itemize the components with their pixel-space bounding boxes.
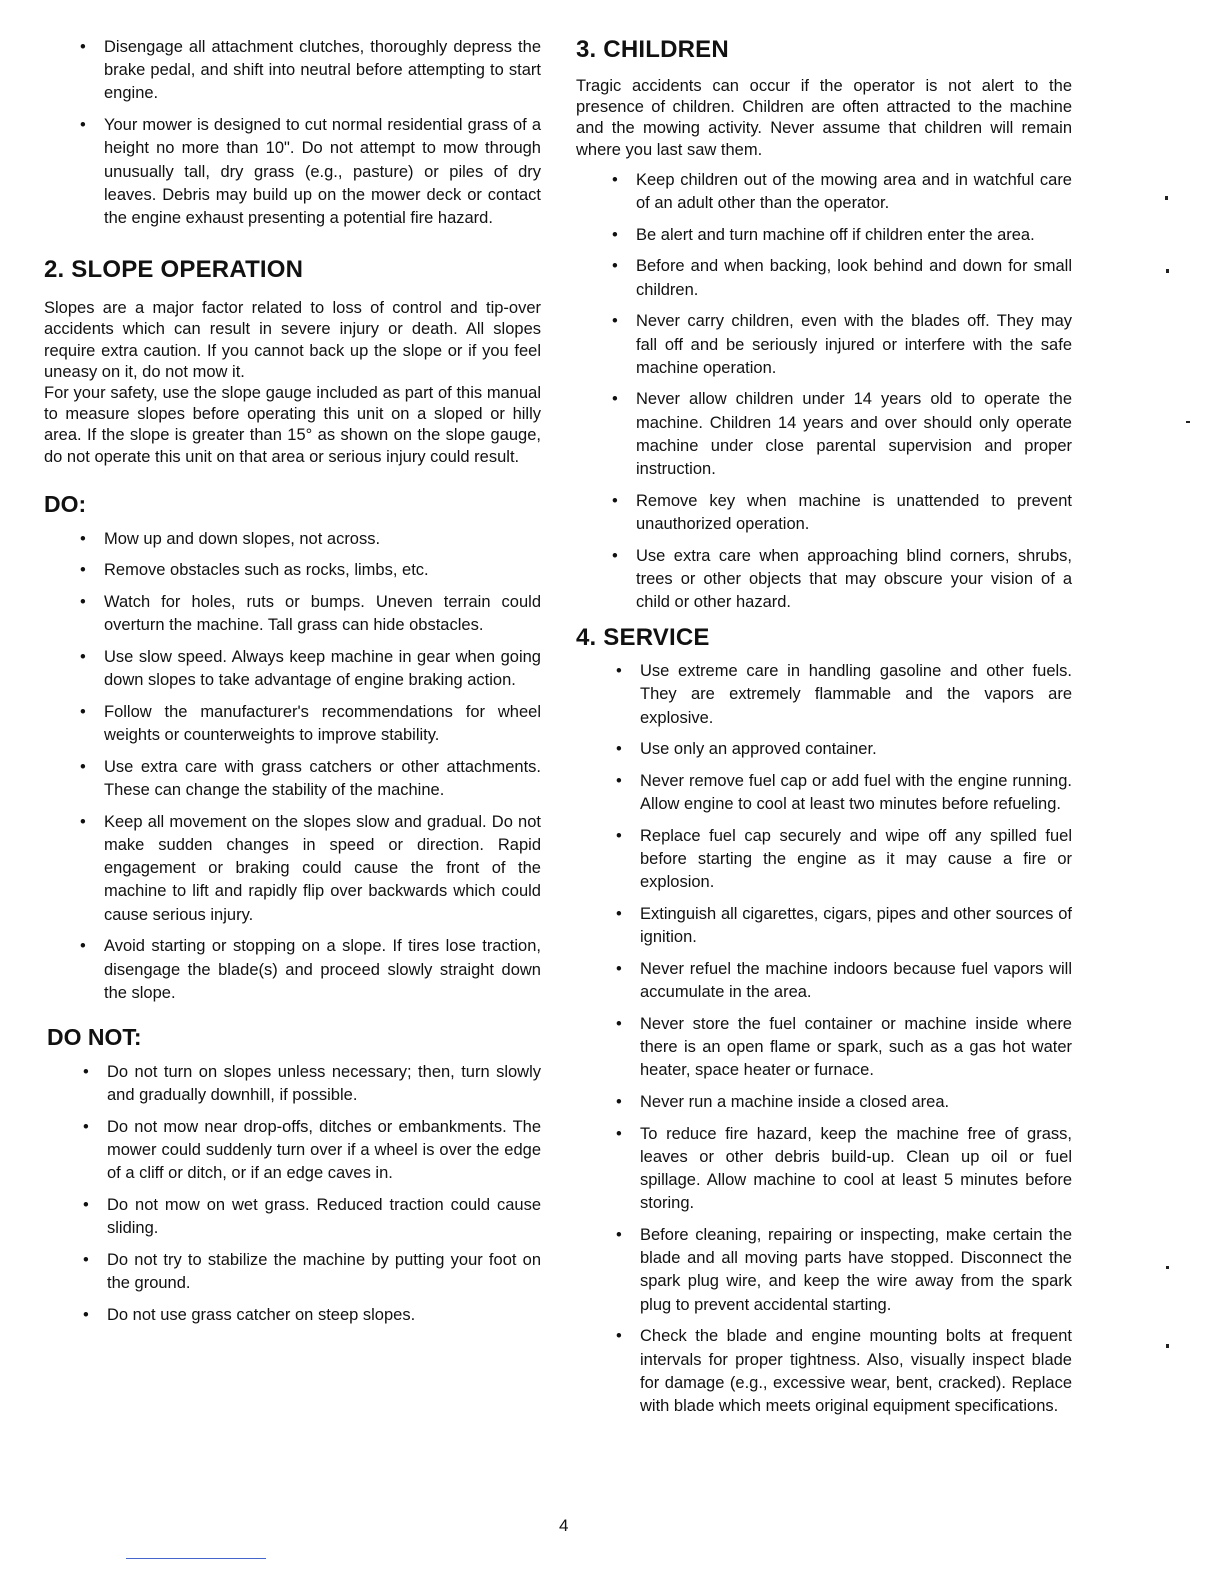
- list-item: • Disengage all attachment clutches, thoroughly depress the brake pedal, and shift into neutral before attempting to start engine.: [104, 36, 541, 106]
- list-item: • Use only an approved container.: [640, 738, 1072, 761]
- list-item: • Be alert and turn machine off if children enter the area.: [636, 224, 1072, 247]
- section-heading-children: 3. CHILDREN: [576, 36, 729, 63]
- list-item: • Remove obstacles such as rocks, limbs, etc.: [104, 559, 541, 582]
- scan-speck: [1166, 269, 1169, 273]
- list-item: • Never run a machine inside a closed area.: [640, 1091, 1072, 1114]
- do-not-list: [44, 1061, 541, 1327]
- list-item: • Before and when backing, look behind and down for small children.: [636, 255, 1072, 301]
- do-not-heading: DO NOT:: [47, 1023, 142, 1050]
- list-item: • Never carry children, even with the blades off. They may fall off and be seriously injured or interfere with the safe machine operation.: [636, 310, 1072, 380]
- children-list: [576, 169, 1072, 614]
- list-item: • Extinguish all cigarettes, cigars, pipes and other sources of ignition.: [640, 903, 1072, 949]
- list-item: • Never store the fuel container or machine inside where there is an open flame or spark, such as a gas hot water heater, space heater or furnace.: [640, 1013, 1072, 1083]
- scan-speck: [1166, 1266, 1169, 1269]
- list-item: • Replace fuel cap securely and wipe off any spilled fuel before starting the engine as it may cause a fire or explosion.: [640, 825, 1072, 895]
- do-heading: DO:: [44, 490, 87, 517]
- scan-speck: [1166, 1344, 1169, 1348]
- list-item: • Mow up and down slopes, not across.: [104, 528, 541, 551]
- list-item: • Do not use grass catcher on steep slopes.: [107, 1304, 541, 1327]
- list-item: • Use extra care when approaching blind corners, shrubs, trees or other objects that may obscure your vision of a child or other hazard.: [636, 545, 1072, 615]
- footer-rule: [126, 1558, 266, 1559]
- page-number: 4: [559, 1516, 569, 1535]
- list-item: • Do not try to stabilize the machine by putting your foot on the ground.: [107, 1249, 541, 1295]
- top-bullet-list: [44, 36, 541, 230]
- scan-speck: [1186, 421, 1190, 423]
- list-item: • Use extreme care in handling gasoline and other fuels. They are extremely flammable and the vapors are explosive.: [640, 660, 1072, 730]
- list-item: • Remove key when machine is unattended to prevent unauthorized operation.: [636, 490, 1072, 536]
- scan-speck: [1165, 196, 1168, 200]
- left-column: [44, 36, 541, 1335]
- section-heading-slope-operation: 2. SLOPE OPERATION: [44, 256, 304, 284]
- list-item: • Never allow children under 14 years old to operate the machine. Children 14 years and over should only operate machine under close parental supervision and proper instruction.: [636, 388, 1072, 481]
- right-column: [576, 36, 1072, 1427]
- slope-paragraph-1: Slopes are a major factor related to loss of control and tip-over accidents which can result in severe injury or death. All slopes require extra caution. If you cannot back up the slope or if you feel uneasy on it, do not mow it.: [44, 299, 541, 381]
- list-item: • Your mower is designed to cut normal residential grass of a height no more than 10". Do not attempt to mow through unusually tall, dry grass (e.g., pasture) or piles of dry leaves. Debris may build up on the mower deck or contact the engine exhaust presenting a potential fire hazard.: [104, 114, 541, 230]
- list-item: • Before cleaning, repairing or inspecting, make certain the blade and all moving parts have stopped. Disconnect the spark plug wire, and keep the wire away from the spark plug to prevent accidental starting.: [640, 1224, 1072, 1317]
- list-item: • Never refuel the machine indoors because fuel vapors will accumulate in the area.: [640, 958, 1072, 1004]
- list-item: • Keep all movement on the slopes slow and gradual. Do not make sudden changes in speed or direction. Rapid engagement or braking could cause the front of the machine to lift and rapidly flip over backwards which could cause serious injury.: [104, 811, 541, 927]
- list-item: • To reduce fire hazard, keep the machine free of grass, leaves or other debris build-up. Clean up oil or fuel spillage. Allow machine to cool at least 5 minutes before storing.: [640, 1123, 1072, 1216]
- list-item: • Do not turn on slopes unless necessary; then, turn slowly and gradually downhill, if possible.: [107, 1061, 541, 1107]
- slope-paragraph-2: For your safety, use the slope gauge included as part of this manual to measure slopes before operating this unit on a sloped or hilly area. If the slope is greater than 15° as shown on the slope gauge, do not operate this unit on that area or serious injury could result.: [44, 383, 541, 466]
- list-item: • Do not mow on wet grass. Reduced traction could cause sliding.: [107, 1194, 541, 1240]
- list-item: • Avoid starting or stopping on a slope. If tires lose traction, disengage the blade(s) and proceed slowly straight down the slope.: [104, 935, 541, 1005]
- list-item: • Never remove fuel cap or add fuel with the engine running. Allow engine to cool at least two minutes before refueling.: [640, 770, 1072, 816]
- list-item: • Use extra care with grass catchers or other attachments. These can change the stability of the machine.: [104, 756, 541, 802]
- list-item: • Follow the manufacturer's recommendations for wheel weights or counterweights to improve stability.: [104, 701, 541, 747]
- list-item: • Keep children out of the mowing area and in watchful care of an adult other than the operator.: [636, 169, 1072, 215]
- children-intro: Tragic accidents can occur if the operator is not alert to the presence of children. Children are often attracted to the machine and the mowing activity. Never assume that children will remain where you last saw them.: [576, 77, 1072, 159]
- section-heading-service: 4. SERVICE: [576, 624, 710, 652]
- list-item: • Do not mow near drop-offs, ditches or embankments. The mower could suddenly turn over if a wheel is over the edge of a cliff or ditch, or if an edge caves in.: [107, 1116, 541, 1186]
- list-item: • Use slow speed. Always keep machine in gear when going down slopes to take advantage of engine braking action.: [104, 646, 541, 692]
- list-item: • Watch for holes, ruts or bumps. Uneven terrain could overturn the machine. Tall grass can hide obstacles.: [104, 591, 541, 637]
- list-item: • Check the blade and engine mounting bolts at frequent intervals for proper tightness. Also, visually inspect blade for damage (e.g., excessive wear, bent, cracked). Replace with blade which meets original equipment specifications.: [640, 1325, 1072, 1418]
- do-list: [44, 528, 541, 1005]
- service-list: [576, 660, 1072, 1418]
